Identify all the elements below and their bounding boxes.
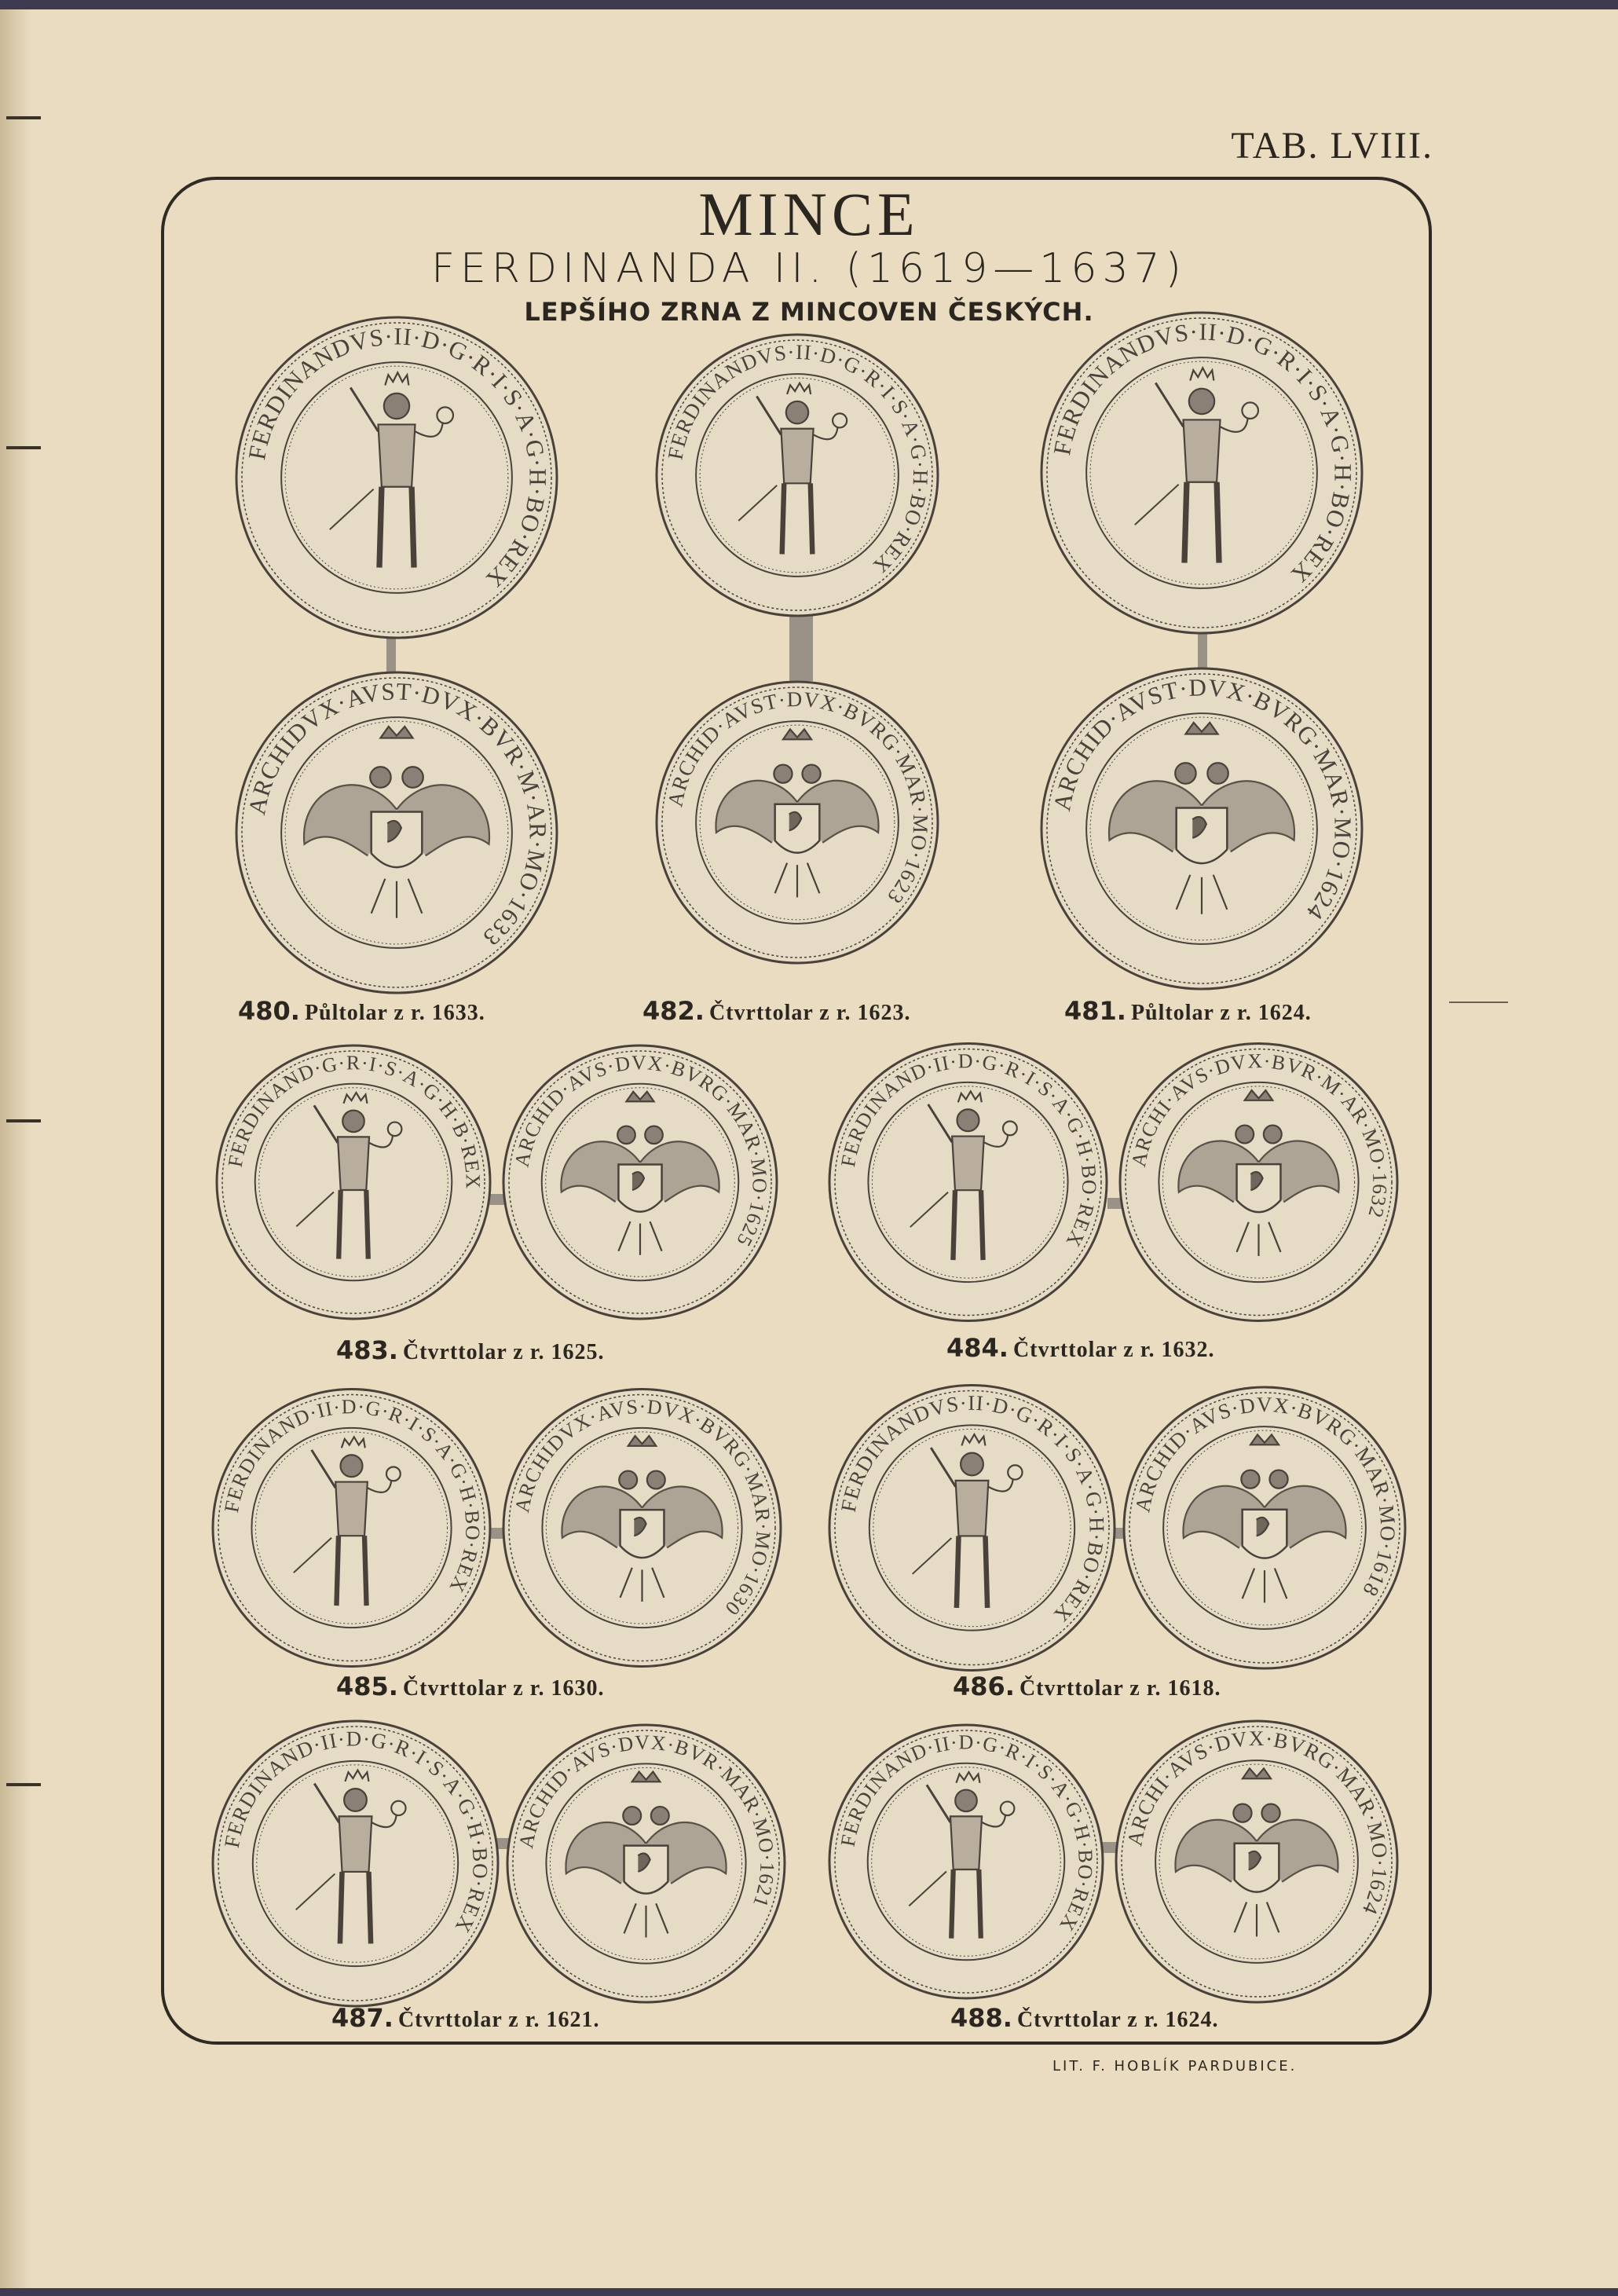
coin-caption: Čtvrttolar z r. 1623. — [708, 1001, 911, 1025]
coin-number: 480. — [238, 996, 300, 1026]
caption-487 — [331, 2003, 600, 2033]
svg-text:FERDINAND·II·D·G·R·I·S·A·G·H·B: FERDINAND·II·D·G·R·I·S·A·G·H·BO·REX — [220, 1395, 485, 1597]
svg-text:FERDINAND·II·D·G·R·I·S·A·G·H·B: FERDINAND·II·D·G·R·I·S·A·G·H·BO·REX — [836, 1049, 1101, 1251]
svg-text:FERDINANDVS·II·D·G·R·I·S·A·G·H: FERDINANDVS·II·D·G·R·I·S·A·G·H·BO·REX — [243, 322, 552, 594]
coin-485-reverse — [499, 1379, 785, 1677]
coin-number: 486. — [953, 1672, 1015, 1701]
svg-text:ARCHID·AVST·DVX·BVRG·MAR·MO·16: ARCHID·AVST·DVX·BVRG·MAR·MO·1623 — [663, 687, 933, 909]
coin-caption: Čtvrttolar z r. 1625. — [402, 1340, 605, 1364]
lithographer-imprint: LIT. F. HOBLÍK PARDUBICE. — [1052, 2058, 1298, 2074]
plate-title: MINCE — [698, 180, 920, 248]
coin-482-reverse — [648, 677, 946, 968]
coin-number: 482. — [642, 996, 705, 1026]
coin-488-obverse — [825, 1708, 1107, 2015]
coin-483-reverse — [499, 1041, 782, 1324]
coin-number: 481. — [1064, 996, 1126, 1026]
plate-description: LEPŠÍHO ZRNA Z MINCOVEN ČESKÝCH. — [524, 297, 1094, 327]
coin-481-obverse — [1029, 308, 1375, 638]
svg-text:FERDINAND·II·D·G·R·I·S·A·G·H·B: FERDINAND·II·D·G·R·I·S·A·G·H·BO·REX — [836, 1730, 1097, 1936]
coin-482-obverse — [648, 330, 946, 621]
book-spine-shadow — [0, 0, 31, 2296]
coin-486-obverse — [825, 1379, 1119, 1677]
coin-number: 485. — [336, 1672, 398, 1701]
coin-483-obverse — [212, 1041, 495, 1324]
coin-number: 483. — [336, 1335, 398, 1365]
coin-484-obverse — [825, 1037, 1111, 1327]
svg-text:FERDINANDVS·II·D·G·R·I·S·A·G·H: FERDINANDVS·II·D·G·R·I·S·A·G·H·BO·REX — [663, 339, 933, 579]
margin-pencil-mark — [1449, 1002, 1508, 1003]
caption-484 — [946, 1333, 1215, 1363]
coin-480-reverse — [228, 668, 566, 998]
binding-mark — [6, 446, 41, 449]
binding-mark — [6, 1119, 41, 1122]
svg-text:FERDINANDVS·II·D·G·R·I·S·A·G·H: FERDINANDVS·II·D·G·R·I·S·A·G·H·BO·REX — [1048, 317, 1357, 589]
coin-487-reverse — [503, 1716, 789, 2011]
coin-488-reverse — [1111, 1712, 1402, 2011]
coin-484-reverse — [1115, 1037, 1402, 1327]
svg-text:FERDINANDVS·II·D·G·R·I·S·A·G·H: FERDINANDVS·II·D·G·R·I·S·A·G·H·BO·REX — [836, 1390, 1109, 1628]
coin-caption: Čtvrttolar z r. 1632. — [1012, 1338, 1215, 1362]
svg-text:ARCHID·AVST·DVX·BVRG·MAR·MO·16: ARCHID·AVST·DVX·BVRG·MAR·MO·1624 — [1048, 673, 1357, 925]
svg-text:ARCHID·AVS·DVX·BVRG·MAR·MO·162: ARCHID·AVS·DVX·BVRG·MAR·MO·1625 — [510, 1051, 771, 1251]
binding-mark — [6, 1783, 41, 1786]
svg-text:ARCHIDVX·AVST·DVX·BVR·M·AR·MO·: ARCHIDVX·AVST·DVX·BVR·M·AR·MO·1633 — [243, 677, 552, 952]
caption-480 — [238, 996, 485, 1026]
svg-text:ARCHI·AVS·DVX·BVR·M·AR·MO·1632: ARCHI·AVS·DVX·BVR·M·AR·MO·1632 — [1126, 1049, 1392, 1221]
coin-number: 484. — [946, 1333, 1009, 1363]
coin-caption: Čtvrttolar z r. 1621. — [397, 2008, 600, 2032]
coin-487-obverse — [208, 1716, 503, 2011]
caption-485 — [336, 1672, 605, 1701]
coin-caption: Půltolar z r. 1624. — [1130, 1001, 1312, 1025]
scan-top-border — [0, 0, 1618, 9]
caption-486 — [953, 1672, 1221, 1701]
plate-number: TAB. LVIII. — [1231, 125, 1433, 167]
svg-text:ARCHID·AVS·DVX·BVR·MAR·MO·1621: ARCHID·AVS·DVX·BVR·MAR·MO·1621 — [514, 1730, 779, 1911]
coin-486-reverse — [1119, 1379, 1410, 1677]
svg-text:ARCHI·AVS·DVX·BVRG·MAR·MO·1624: ARCHI·AVS·DVX·BVRG·MAR·MO·1624 — [1122, 1727, 1393, 1919]
caption-482 — [642, 996, 911, 1026]
coin-number: 488. — [950, 2003, 1012, 2033]
svg-text:ARCHIDVX·AVS·DVX·BVRG·MAR·MO·1: ARCHIDVX·AVS·DVX·BVRG·MAR·MO·1630 — [510, 1395, 775, 1620]
coin-caption: Čtvrttolar z r. 1624. — [1016, 2008, 1219, 2032]
coin-caption: Čtvrttolar z r. 1630. — [402, 1676, 605, 1701]
caption-488 — [950, 2003, 1219, 2033]
plate-subtitle: FERDINANDA II. (1619—1637) — [431, 245, 1187, 292]
scan-bottom-border — [0, 2288, 1618, 2296]
coin-480-obverse — [228, 313, 566, 643]
svg-text:ARCHID·AVS·DVX·BVRG·MAR·MO·161: ARCHID·AVS·DVX·BVRG·MAR·MO·1618 — [1130, 1393, 1400, 1602]
coin-485-obverse — [208, 1379, 495, 1677]
coin-number: 487. — [331, 2003, 394, 2033]
binding-mark — [6, 116, 41, 119]
coin-connector — [789, 614, 813, 681]
svg-text:FERDINAND·II·D·G·R·I·S·A·G·H·B: FERDINAND·II·D·G·R·I·S·A·G·H·BO·REX — [219, 1727, 492, 1938]
caption-483 — [336, 1335, 605, 1365]
coin-caption: Čtvrttolar z r. 1618. — [1019, 1676, 1221, 1701]
coin-caption: Půltolar z r. 1633. — [304, 1001, 485, 1025]
caption-481 — [1064, 996, 1312, 1026]
svg-text:FERDINAND·G·R·I·S·A·G·H·B·REX: FERDINAND·G·R·I·S·A·G·H·B·REX — [223, 1051, 485, 1190]
coin-481-reverse — [1029, 664, 1375, 994]
